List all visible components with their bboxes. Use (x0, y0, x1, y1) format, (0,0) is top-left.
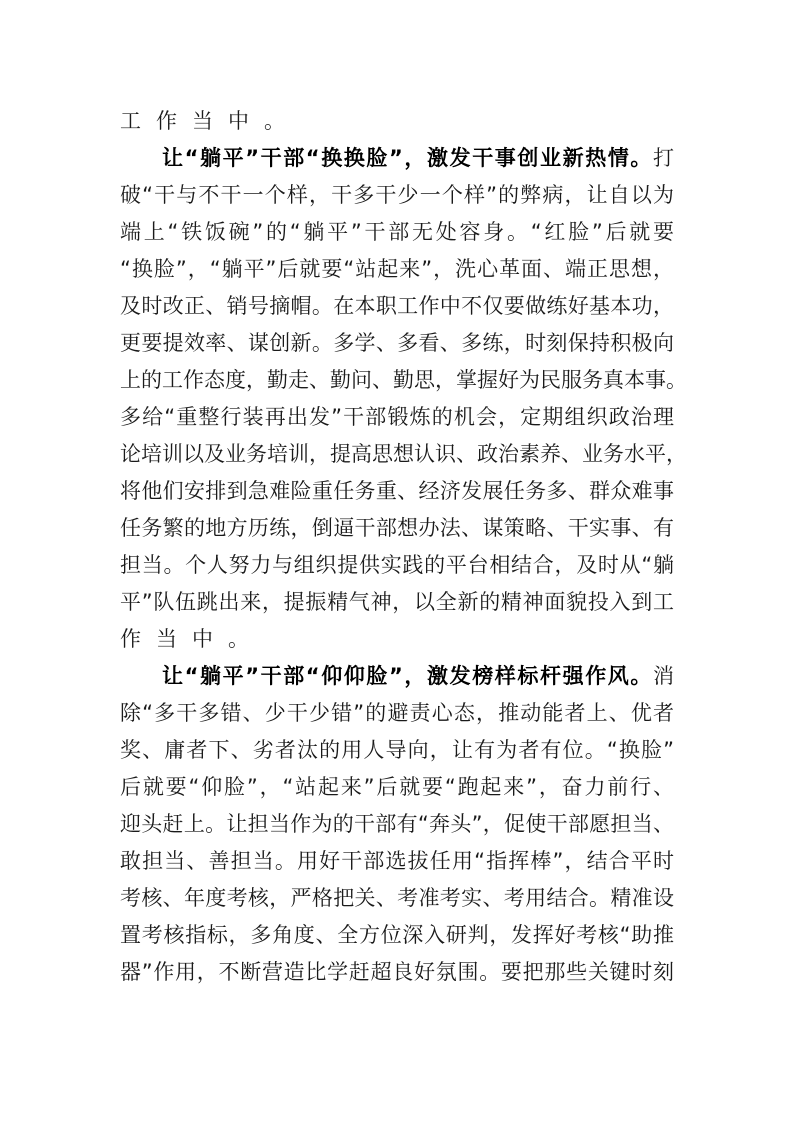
text-line (120, 880, 674, 917)
text-line (120, 473, 674, 510)
line-text: 打 (653, 146, 674, 170)
text-line (120, 843, 674, 880)
paragraph-heading: 让“躺平”干部“仰仰脸”，激发榜样标杆强作风。 (162, 664, 653, 688)
line-text: 除“多干多错、少干少错”的避责心态，推动能者上、优者 (120, 701, 674, 725)
line-text: 奖、庸者下、劣者汰的用人导向，让有为者有位。“换脸” (120, 738, 674, 762)
line-text: 上的工作态度，勤走、勤问、勤思，掌握好为民服务真本事。 (120, 368, 687, 392)
paragraph-heading: 让“躺平”干部“换换脸”，激发干事创业新热情。 (162, 146, 653, 170)
line-text: 迎头赶上。让担当作为的干部有“奔头”，促使干部愿担当、 (120, 812, 674, 836)
line-text: 平”队伍跳出来，提振精气神，以全新的精神面貌投入到工 (120, 590, 674, 614)
line-text: 置考核指标，多角度、全方位深入研判，发挥好考核“助推 (120, 923, 674, 947)
line-text: 更要提效率、谋创新。多学、多看、多练，时刻保持积极向 (120, 331, 674, 355)
text-line (120, 695, 674, 732)
paragraph (120, 103, 674, 140)
paragraph-heading-line (120, 658, 674, 695)
document-page (120, 103, 687, 991)
text-line (120, 621, 674, 658)
line-text: 多给“重整行装再出发”干部锻炼的机会，定期组织政治理 (120, 405, 674, 429)
line-text: 作当中。 (120, 627, 264, 651)
text-line (120, 917, 674, 954)
line-text: 器”作用，不断营造比学赶超良好氛围。要把那些关键时刻 (120, 960, 674, 984)
line-text: 论培训以及业务培训，提高思想认识、政治素养、业务水平， (120, 442, 687, 466)
paragraph-heading-line (120, 140, 674, 177)
text-line (120, 954, 674, 991)
line-text: 工作当中。 (120, 109, 300, 133)
line-text: 敢担当、善担当。用好干部选拔任用“指挥棒”，结合平时 (120, 849, 674, 873)
text-line (120, 288, 674, 325)
text-line (120, 177, 674, 214)
line-text: 担当。个人努力与组织提供实践的平台相结合，及时从“躺 (120, 553, 674, 577)
text-line (120, 510, 674, 547)
text-line (120, 362, 687, 399)
text-line (120, 103, 674, 140)
text-line (120, 251, 674, 288)
line-text: 将他们安排到急难险重任务重、经济发展任务多、群众难事 (120, 479, 674, 503)
line-text: “换脸”，“躺平”后就要“站起来”，洗心革面、端正思想， (120, 257, 674, 281)
paragraph (120, 140, 687, 658)
line-text: 及时改正、销号摘帽。在本职工作中不仅要做练好基本功， (120, 294, 674, 318)
line-text: 考核、年度考核，严格把关、考准考实、考用结合。精准设 (120, 886, 674, 910)
text-line (120, 436, 687, 473)
text-line (120, 214, 674, 251)
text-line (120, 325, 674, 362)
line-text: 破“干与不干一个样，干多干少一个样”的弊病，让自以为 (120, 183, 674, 207)
paragraph (120, 658, 674, 991)
text-line (120, 806, 674, 843)
line-text: 消 (653, 664, 674, 688)
text-line (120, 547, 674, 584)
line-text: 后就要“仰脸”，“站起来”后就要“跑起来”，奋力前行、 (120, 775, 674, 799)
text-line (120, 769, 674, 806)
text-line (120, 584, 674, 621)
line-text: 任务繁的地方历练，倒逼干部想办法、谋策略、干实事、有 (120, 516, 674, 540)
line-text: 端上“铁饭碗”的“躺平”干部无处容身。“红脸”后就要 (120, 220, 674, 244)
text-line (120, 732, 674, 769)
text-line (120, 399, 674, 436)
